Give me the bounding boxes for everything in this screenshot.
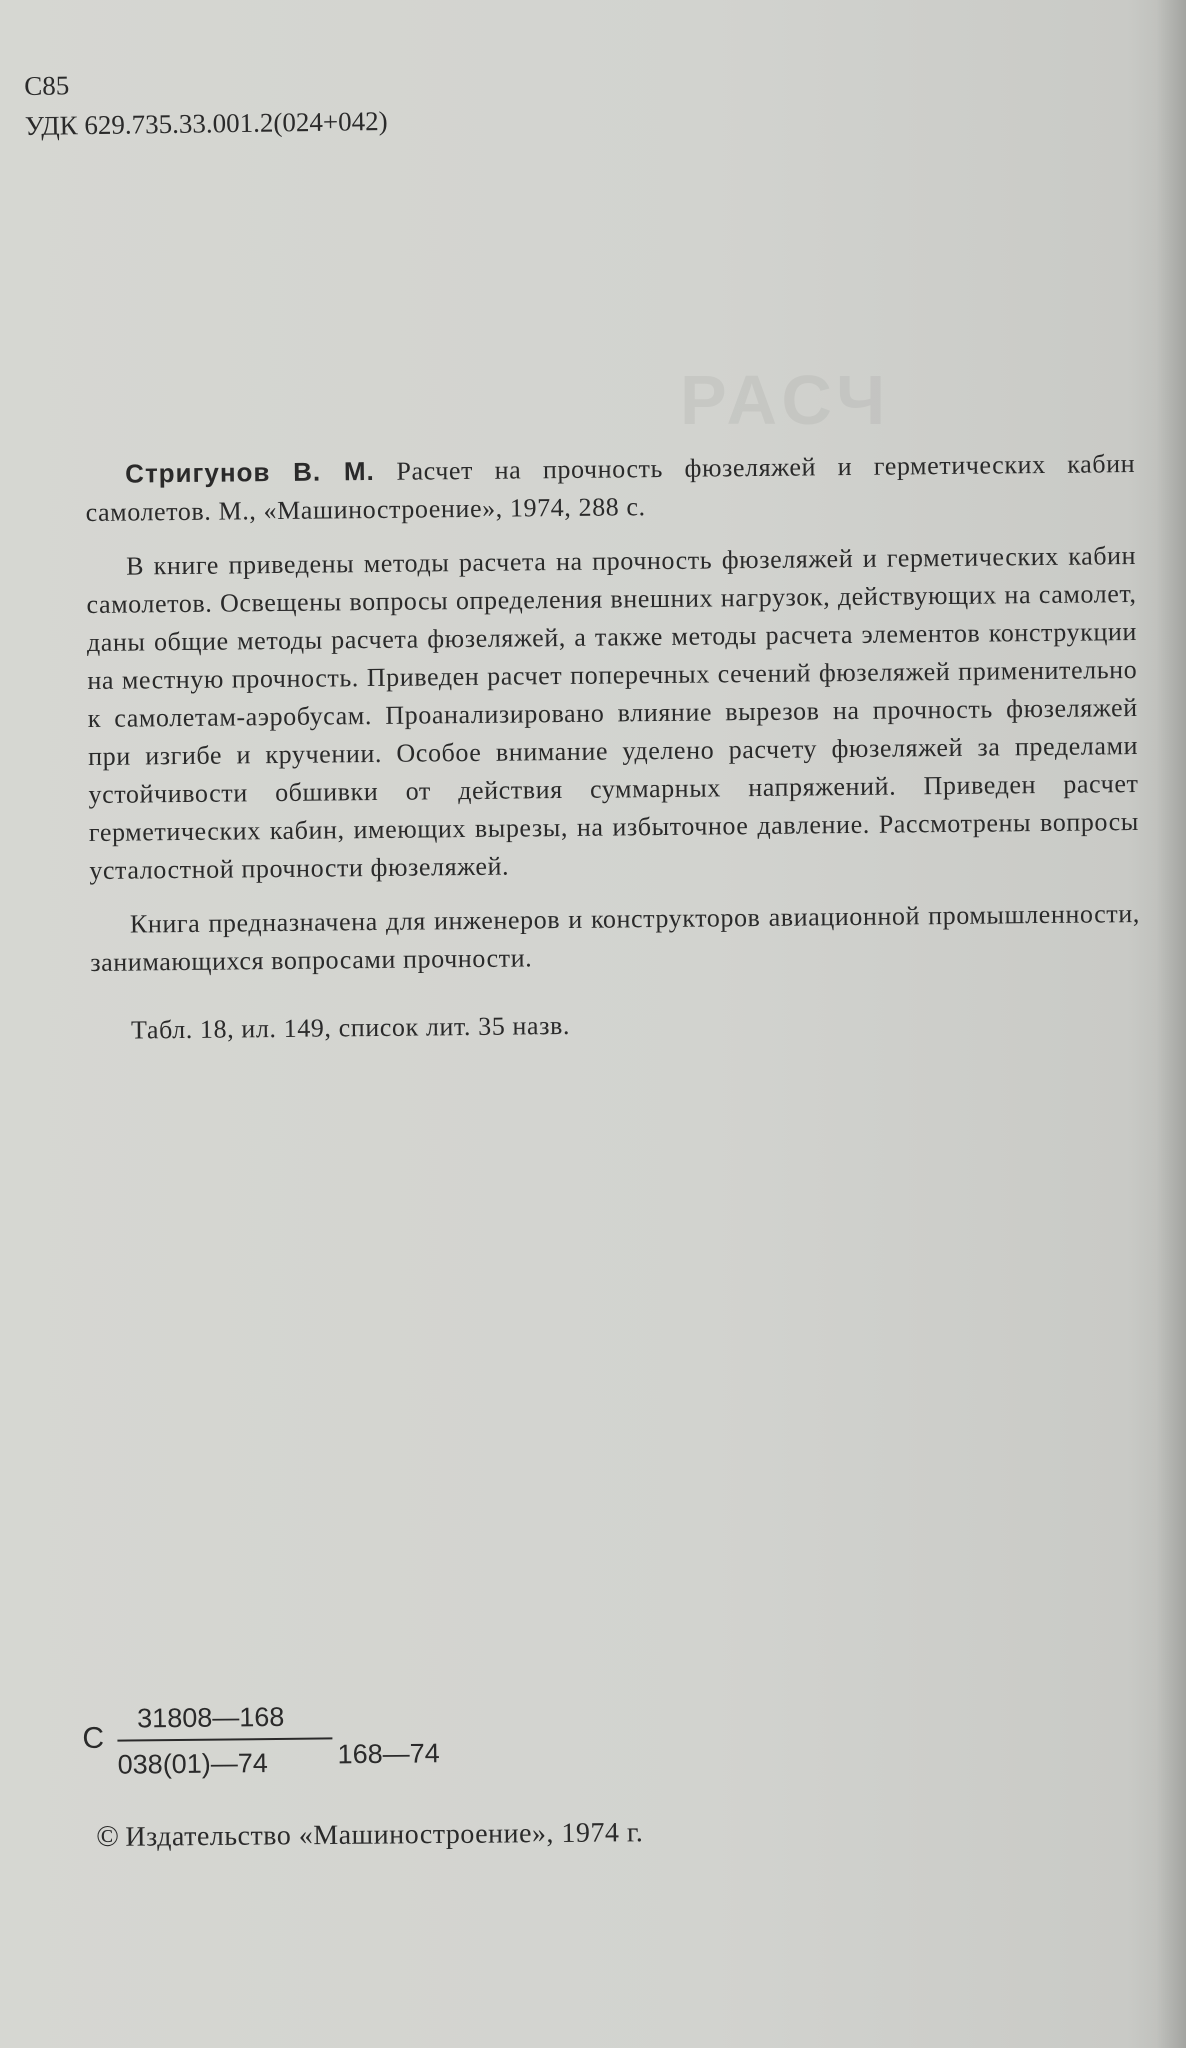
fraction-line — [117, 1737, 332, 1741]
catalog-numerator: 31808—168 — [137, 1701, 285, 1734]
illustration-stats: Табл. 18, ил. 149, список лит. 35 назв. — [130, 1010, 571, 1045]
abstract-block — [85, 444, 1141, 1050]
catalog-denominator: 038(01)—74 — [117, 1748, 268, 1780]
bibliographic-entry — [85, 444, 1136, 532]
copyright-line — [96, 1815, 643, 1854]
catalog-code: 168—74 — [337, 1738, 440, 1770]
catalog-letter: С — [82, 1721, 105, 1755]
udk-code: УДК 629.735.33.001.2(024+042) — [24, 105, 388, 141]
page-edge-shadow — [1156, 0, 1186, 2048]
author-name: Стригунов В. М. — [125, 455, 375, 489]
copyright-text: Издательство «Машиностроение», 1974 г. — [125, 1817, 644, 1853]
bleed-through-text: РАСЧ — [680, 361, 892, 439]
classification-codes — [24, 61, 388, 146]
copyright-icon: © — [96, 1819, 120, 1853]
book-citation: Расчет на прочность фюзеляжей и герметических кабин самолетов. М., «Машиностроение», 1974, 288 с. — [85, 449, 1136, 527]
catalog-fraction — [117, 1697, 358, 1784]
audience-paragraph: Книга предназначена для инженеров и конструкторов авиационной промышленности, занимающихся вопросами прочности. — [90, 898, 1141, 977]
annotation-paragraph: В книге приведены методы расчета на прочность фюзеляжей и герметических кабин самолетов. Освещены вопросы определения внешних нагрузок, действующих на самолет, даны общие методы расчета фюзеляжей, а также методы расчета элементов конструкции на местную прочность. Приведен расчет поперечных сечений фюзеляжей применительно к самолетам-аэробусам. Проанализировано влияние вырезов на прочность фюзеляжей при изгибе и кручении. Особое внимание уделено расчету фюзеляжей за пределами устойчивости обшивки от действия суммарных напряжений. Приведен расчет герметических кабин, имеющих вырезы, на избыточное давление. Рассмотрены вопросы усталостной прочности фюзеляжей. — [86, 540, 1140, 885]
library-code: С85 — [24, 70, 70, 101]
